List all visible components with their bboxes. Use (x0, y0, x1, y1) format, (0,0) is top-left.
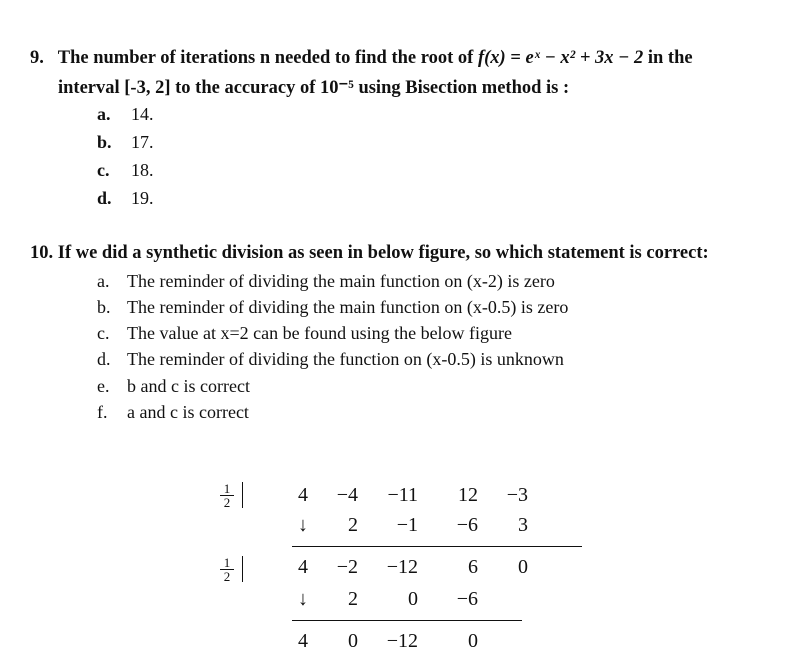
product-cell: −6 (456, 588, 478, 610)
remainder-cell: 0 (468, 630, 478, 652)
divisor-denominator: 2 (223, 569, 231, 584)
result-cell: 6 (468, 556, 478, 578)
result-cell: −2 (336, 556, 358, 578)
divisor-denominator: 2 (223, 495, 231, 510)
option-text: The reminder of dividing the function on (x-0.5) is unknown (127, 349, 564, 369)
option-letter: d. (97, 349, 111, 369)
coef-cell: −11 (387, 484, 418, 506)
question-9-text: The number of iterations n needed to find the root of (57, 48, 474, 68)
question-10-text: If we did a synthetic division as seen in below figure, so which statement is correct: (57, 243, 709, 263)
sum-line-2 (292, 620, 522, 621)
question-10-option-c[interactable] (97, 322, 512, 344)
option-text: 19. (131, 188, 154, 208)
option-text: The value at x=2 can be found using the below figure (127, 323, 513, 343)
question-10-option-d[interactable] (97, 348, 564, 370)
question-9-interval-text: interval [-3, 2] to the accuracy of (58, 78, 316, 98)
down-arrow-icon: ↓ (298, 514, 308, 536)
coef-cell: −3 (506, 484, 528, 506)
divisor-numerator: 1 (220, 482, 234, 496)
option-letter: a. (97, 104, 111, 124)
product-cell: −1 (396, 514, 418, 536)
product-cell: −6 (456, 514, 478, 536)
question-10-option-b[interactable] (97, 296, 568, 318)
question-10-option-a[interactable] (97, 270, 555, 292)
coef-cell: −4 (336, 484, 358, 506)
question-10-option-e[interactable] (97, 375, 250, 397)
question-9-line-2 (58, 76, 569, 100)
option-letter: c. (97, 323, 110, 343)
sum-line-1 (292, 546, 582, 547)
option-letter: b. (97, 297, 111, 317)
coef-cell: 4 (298, 484, 308, 506)
down-arrow-icon: ↓ (298, 588, 308, 610)
synthetic-division-figure (216, 478, 596, 658)
product-cell: 0 (408, 588, 418, 610)
question-10-number: 10. (30, 243, 54, 263)
question-9-option-a[interactable] (97, 103, 154, 125)
question-9-line-1 (30, 46, 800, 70)
divisor-fraction-2 (220, 556, 234, 583)
result-cell: 0 (348, 630, 358, 652)
question-9-number: 9. (30, 48, 44, 68)
option-letter: c. (97, 160, 110, 180)
option-letter: a. (97, 271, 110, 291)
option-letter: b. (97, 132, 112, 152)
question-9-method-text: using Bisection method is : (358, 78, 570, 98)
product-cell: 2 (348, 514, 358, 536)
option-text: 17. (131, 132, 154, 152)
remainder-cell: 0 (518, 556, 528, 578)
product-cell: 2 (348, 588, 358, 610)
product-cell: 3 (518, 514, 528, 536)
question-9-option-b[interactable] (97, 131, 154, 153)
divisor-fraction-1 (220, 482, 234, 509)
result-cell: 4 (298, 630, 308, 652)
question-10-title (30, 241, 800, 265)
coef-cell: 12 (458, 484, 478, 506)
question-9-option-c[interactable] (97, 159, 154, 181)
option-text: 18. (131, 160, 154, 180)
result-cell: 4 (298, 556, 308, 578)
option-letter: d. (97, 188, 112, 208)
divisor-numerator: 1 (220, 556, 234, 570)
divisor-bar-1 (242, 482, 243, 508)
option-text: The reminder of dividing the main function on (x-0.5) is zero (127, 297, 569, 317)
option-text: b and c is correct (127, 376, 250, 396)
divisor-bar-2 (242, 556, 243, 582)
result-cell: −12 (386, 556, 418, 578)
option-text: a and c is correct (127, 402, 249, 422)
result-cell: −12 (386, 630, 418, 652)
option-text: The reminder of dividing the main function on (x-2) is zero (127, 271, 555, 291)
option-text: 14. (131, 104, 154, 124)
question-9-text-end: in the (647, 48, 693, 68)
question-9-function: f(x) = eˣ − x² + 3x − 2 (477, 48, 644, 68)
question-9-accuracy: 10⁻⁵ (320, 78, 354, 98)
option-letter: e. (97, 376, 110, 396)
option-letter: f. (97, 402, 108, 422)
question-10-option-f[interactable] (97, 401, 249, 423)
question-9-option-d[interactable] (97, 187, 154, 209)
